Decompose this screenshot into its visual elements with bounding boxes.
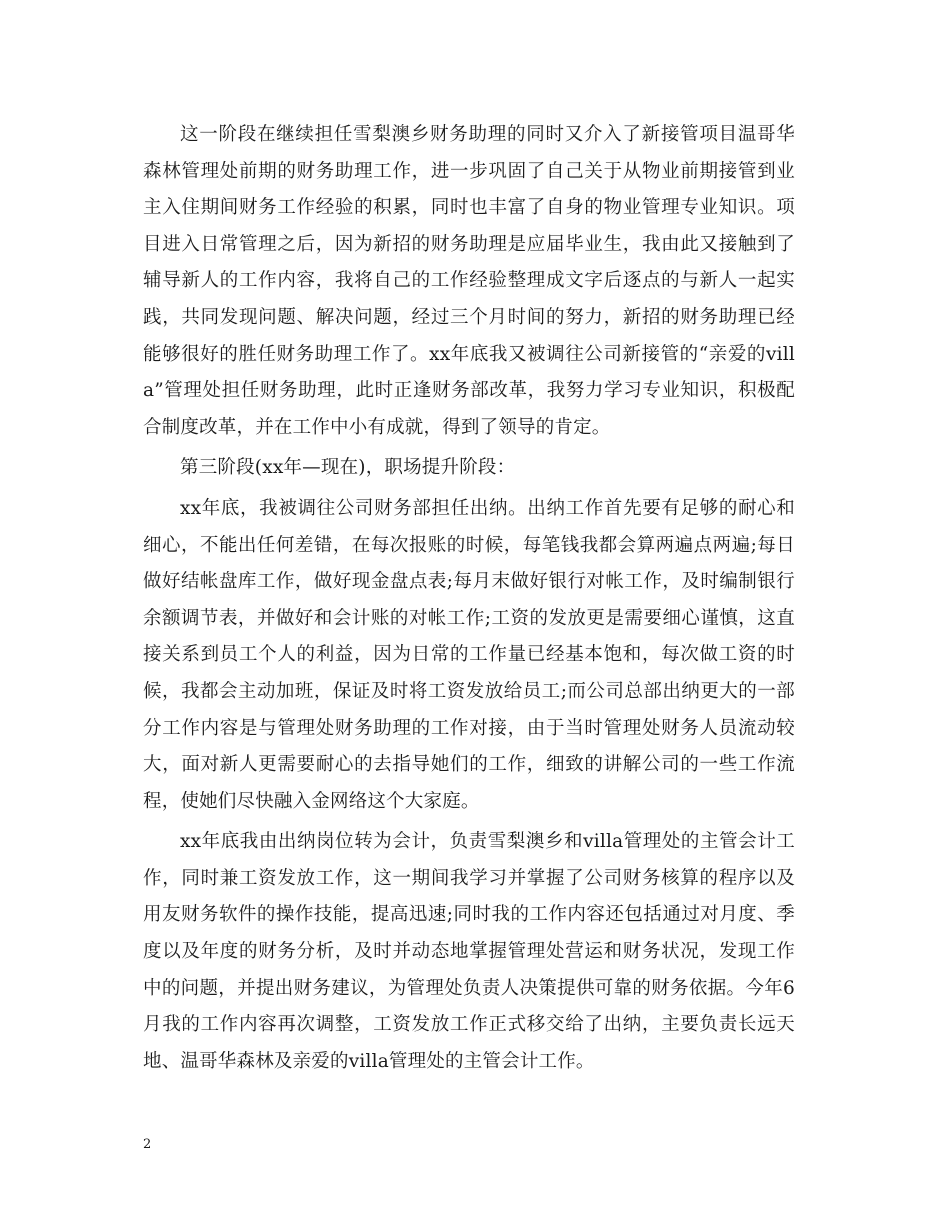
page-number: 2: [143, 1137, 152, 1152]
paragraph-accountant-work: xx年底我由出纳岗位转为会计，负责雪梨澳乡和villa管理处的主管会计工作，同时兼工资发放工作，这一期间我学习并掌握了公司财务核算的程序以及用友财务软件的操作技能，提高迅速;同时我的工作内容还包括通过对月度、季度以及年度的财务分析，及时并动态地掌握管理处营运和财务状况，发现工作中的问题，并提出财务建议，为管理处负责人决策提供可靠的财务依据。今年6月我的工作内容再次调整，工资发放工作正式移交给了出纳，主要负责长远天地、温哥华森林及亲爱的villa管理处的主管会计工作。: [143, 831, 795, 1072]
document-body: [143, 117, 795, 1084]
paragraph-stage-two-continued: 这一阶段在继续担任雪梨澳乡财务助理的同时又介入了新接管项目温哥华森林管理处前期的财务助理工作，进一步巩固了自己关于从物业前期接管到业主入住期间财务工作经验的积累，同时也丰富了自身的物业管理专业知识。项目进入日常管理之后，因为新招的财务助理是应届毕业生，我由此又接触到了辅导新人的工作内容，我将自己的工作经验整理成文字后逐点的与新人一起实践，共同发现问题、解决问题，经过三个月时间的努力，新招的财务助理已经能够很好的胜任财务助理工作了。xx年底我又被调往公司新接管的“亲爱的villa”管理处担任财务助理，此时正逢财务部改革，我努力学习专业知识，积极配合制度改革，并在工作中小有成就，得到了领导的肯定。: [143, 124, 795, 438]
paragraph-stage-three-heading: 第三阶段(xx年—现在)，职场提升阶段：: [180, 457, 516, 479]
paragraph-cashier-work: xx年底，我被调往公司财务部担任出纳。出纳工作首先要有足够的耐心和细心，不能出任何差错，在每次报账的时候，每笔钱我都会算两遍点两遍;每日做好结帐盘库工作，做好现金盘点表;每月末做好银行对帐工作，及时编制银行余额调节表，并做好和会计账的对帐工作;工资的发放更是需要细心谨慎，这直接关系到员工个人的利益，因为日常的工作量已经基本饱和，每次做工资的时候，我都会主动加班，保证及时将工资发放给员工;而公司总部出纳更大的一部分工作内容是与管理处财务助理的工作对接，由于当时管理处财务人员流动较大，面对新人更需要耐心的去指导她们的工作，细致的讲解公司的一些工作流程，使她们尽快融入金网络这个大家庭。: [143, 497, 795, 812]
